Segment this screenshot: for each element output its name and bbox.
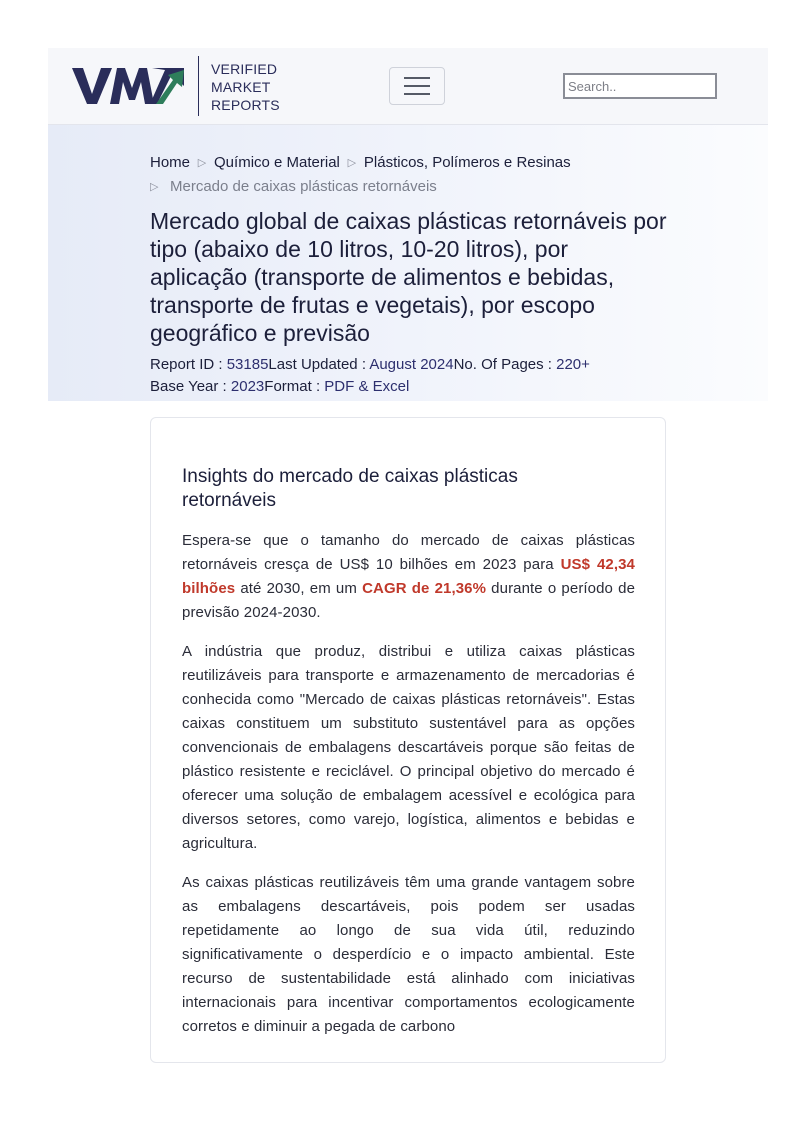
- site-logo[interactable]: [72, 56, 282, 116]
- report-title: Mercado global de caixas plásticas retornáveis por tipo (abaixo de 10 litros, 10-20 litros), por aplicação (transporte de alimentos e bebidas, transporte de frutas e vegetais), por escopo geográfico e previsão: [150, 208, 667, 346]
- insights-paragraph-1: [182, 529, 635, 625]
- insights-card: [150, 417, 666, 1063]
- base-year-label: Base Year :: [150, 378, 231, 395]
- last-updated-label: Last Updated :: [268, 356, 370, 373]
- pages-value: 220+: [556, 356, 590, 373]
- logo-divider: [198, 56, 199, 116]
- report-hero: [48, 125, 768, 401]
- logo-line-reports: REPORTS: [211, 97, 280, 113]
- chevron-right-icon: ▷: [197, 157, 207, 169]
- market-size-highlight: US$ 42,34 bilhões: [182, 556, 635, 597]
- base-year-value: 2023: [230, 378, 265, 395]
- logo-line-market: MARKET: [211, 79, 271, 95]
- p1-text-b: até 2030, em um: [235, 580, 363, 597]
- format-value: PDF & Excel: [324, 378, 410, 395]
- insights-paragraph-3: As caixas plásticas reutilizáveis têm uma grande vantagem sobre as embalagens descartáveis, pois podem ser usadas repetidamente ao longo de sua vida útil, reduzindo significativamente o desperdício e o impacto ambiental. Este recurso de sustentabilidade está alinhado com iniciativas internacionais para incentivar comportamentos ecologicamente corretos e diminuir a pegada de carbono: [182, 874, 635, 1035]
- hamburger-menu-icon: [404, 76, 430, 96]
- breadcrumb-home[interactable]: Home: [150, 154, 191, 171]
- insights-body: [182, 529, 635, 1054]
- logo-wordmark: [211, 60, 280, 114]
- vmr-logo-mark: [72, 66, 187, 106]
- breadcrumb-plastics[interactable]: Plásticos, Polímeros e Resinas: [363, 154, 571, 171]
- breadcrumb-current: Mercado de caixas plásticas retornáveis: [170, 178, 437, 195]
- search-input[interactable]: [563, 73, 717, 99]
- insights-paragraph-2: A indústria que produz, distribui e utiliza caixas plásticas reutilizáveis para transporte e armazenamento de mercadorias é conhecida como "Mercado de caixas plásticas retornáveis". Estas caixas constituem um substituto sustentável para as opções convencionais de embalagens descartáveis porque são feitas de plástico resistente e reciclável. O principal objetivo do mercado é oferecer uma solução de embalagem acessível e ecológica para diversos setores, como varejo, logística, alimentos e bebidas e agricultura.: [182, 643, 635, 852]
- breadcrumb-chemical-material[interactable]: Químico e Material: [214, 154, 340, 171]
- report-id-label: Report ID :: [150, 356, 227, 373]
- pages-label: No. Of Pages :: [453, 356, 557, 373]
- logo-line-verified: VERIFIED: [211, 61, 278, 77]
- chevron-right-icon: ▷: [347, 157, 357, 169]
- format-label: Format :: [264, 378, 325, 395]
- p1-text-c: durante o período de previsão 2024-2030.: [182, 580, 636, 621]
- report-meta: [150, 354, 670, 398]
- chevron-right-icon: ▷: [150, 181, 159, 193]
- menu-toggle-button[interactable]: [389, 67, 445, 105]
- insights-title: Insights do mercado de caixas plásticas retornáveis: [182, 466, 518, 511]
- last-updated-value: August 2024: [369, 356, 454, 373]
- p1-text-a: Espera-se que o tamanho do mercado de caixas plásticas retornáveis cresça de US$ 10 bilhões em 2023 para: [182, 532, 635, 573]
- site-header: [48, 48, 768, 125]
- cagr-highlight: CAGR de 21,36%: [362, 580, 487, 597]
- breadcrumb: [150, 151, 670, 199]
- report-id-value: 53185: [226, 356, 269, 373]
